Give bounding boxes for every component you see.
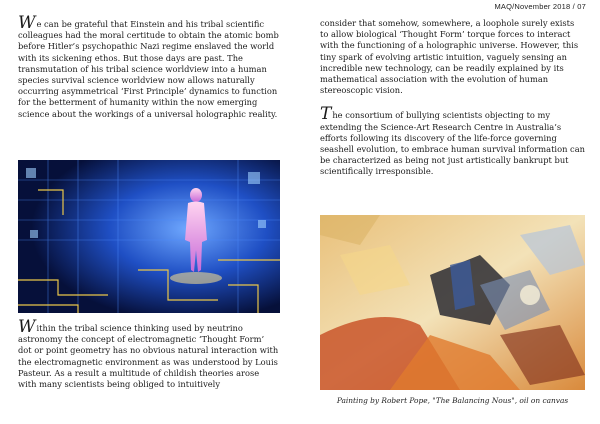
drop-cap: W xyxy=(18,317,36,337)
painting-caption: Painting by Robert Pope, "The Balancing Nous", oil on canvas xyxy=(336,396,569,405)
page-header: MAQ/November 2018 / 07 xyxy=(494,2,586,11)
paragraph-consortium xyxy=(320,104,585,177)
paragraph-neutrino xyxy=(18,317,280,390)
paragraph-einstein xyxy=(18,13,280,120)
paragraph-einstein-text: e can be grateful that Einstein and his tribal scientific colleagues had the moral certitude to obtain the atomic bomb before Hitler’s psychopathic Nazi regime enslaved the world with its sickening ethos. But those days are past. The transmutation of his tribal science worldview into a human species survival science worldview now allows naturally occurring asymmetrical ‘First Principle’ dynamics to function for the betterment of humanity within the now emerging science about the workings of a universal holographic reality. xyxy=(18,19,279,119)
paragraph-neutrino-text: ithin the tribal science thinking used by neutrino astronomy the concept of electromagnetic ‘Thought Form’ dot or point geometry has no obvious natural interaction with the electromagnetic environment as was understood by Louis Pasteur. As a result a multitude of childish theories arose with many scientists being obliged to intuitively xyxy=(18,323,279,390)
painting-image xyxy=(320,215,585,390)
left-column xyxy=(18,13,280,120)
drop-cap: W xyxy=(18,13,36,33)
left-column-lower xyxy=(18,317,280,390)
right-column xyxy=(320,18,585,178)
holographic-figure-image xyxy=(18,160,280,313)
drop-cap: T xyxy=(320,104,332,125)
paragraph-consortium-text: he consortium of bullying scientists objecting to my extending the Science-Art Research Centre in Australia’s efforts following its discovery of the life-force governing seashell evolution, to embrace human survival information can be characterized as being not just artistically bankrupt but scientifically irresponsible. xyxy=(320,110,585,177)
paragraph-loophole: consider that somehow, somewhere, a loophole surely exists to allow biological ‘Thought Form’ torque forces to interact with the functioning of a holographic universe. However, this tiny spark of evolving artistic intuition, vaguely sensing an incredible new technology, can be readily explained by its mathematical association with the evolution of human stereoscopic vision. xyxy=(320,18,579,96)
